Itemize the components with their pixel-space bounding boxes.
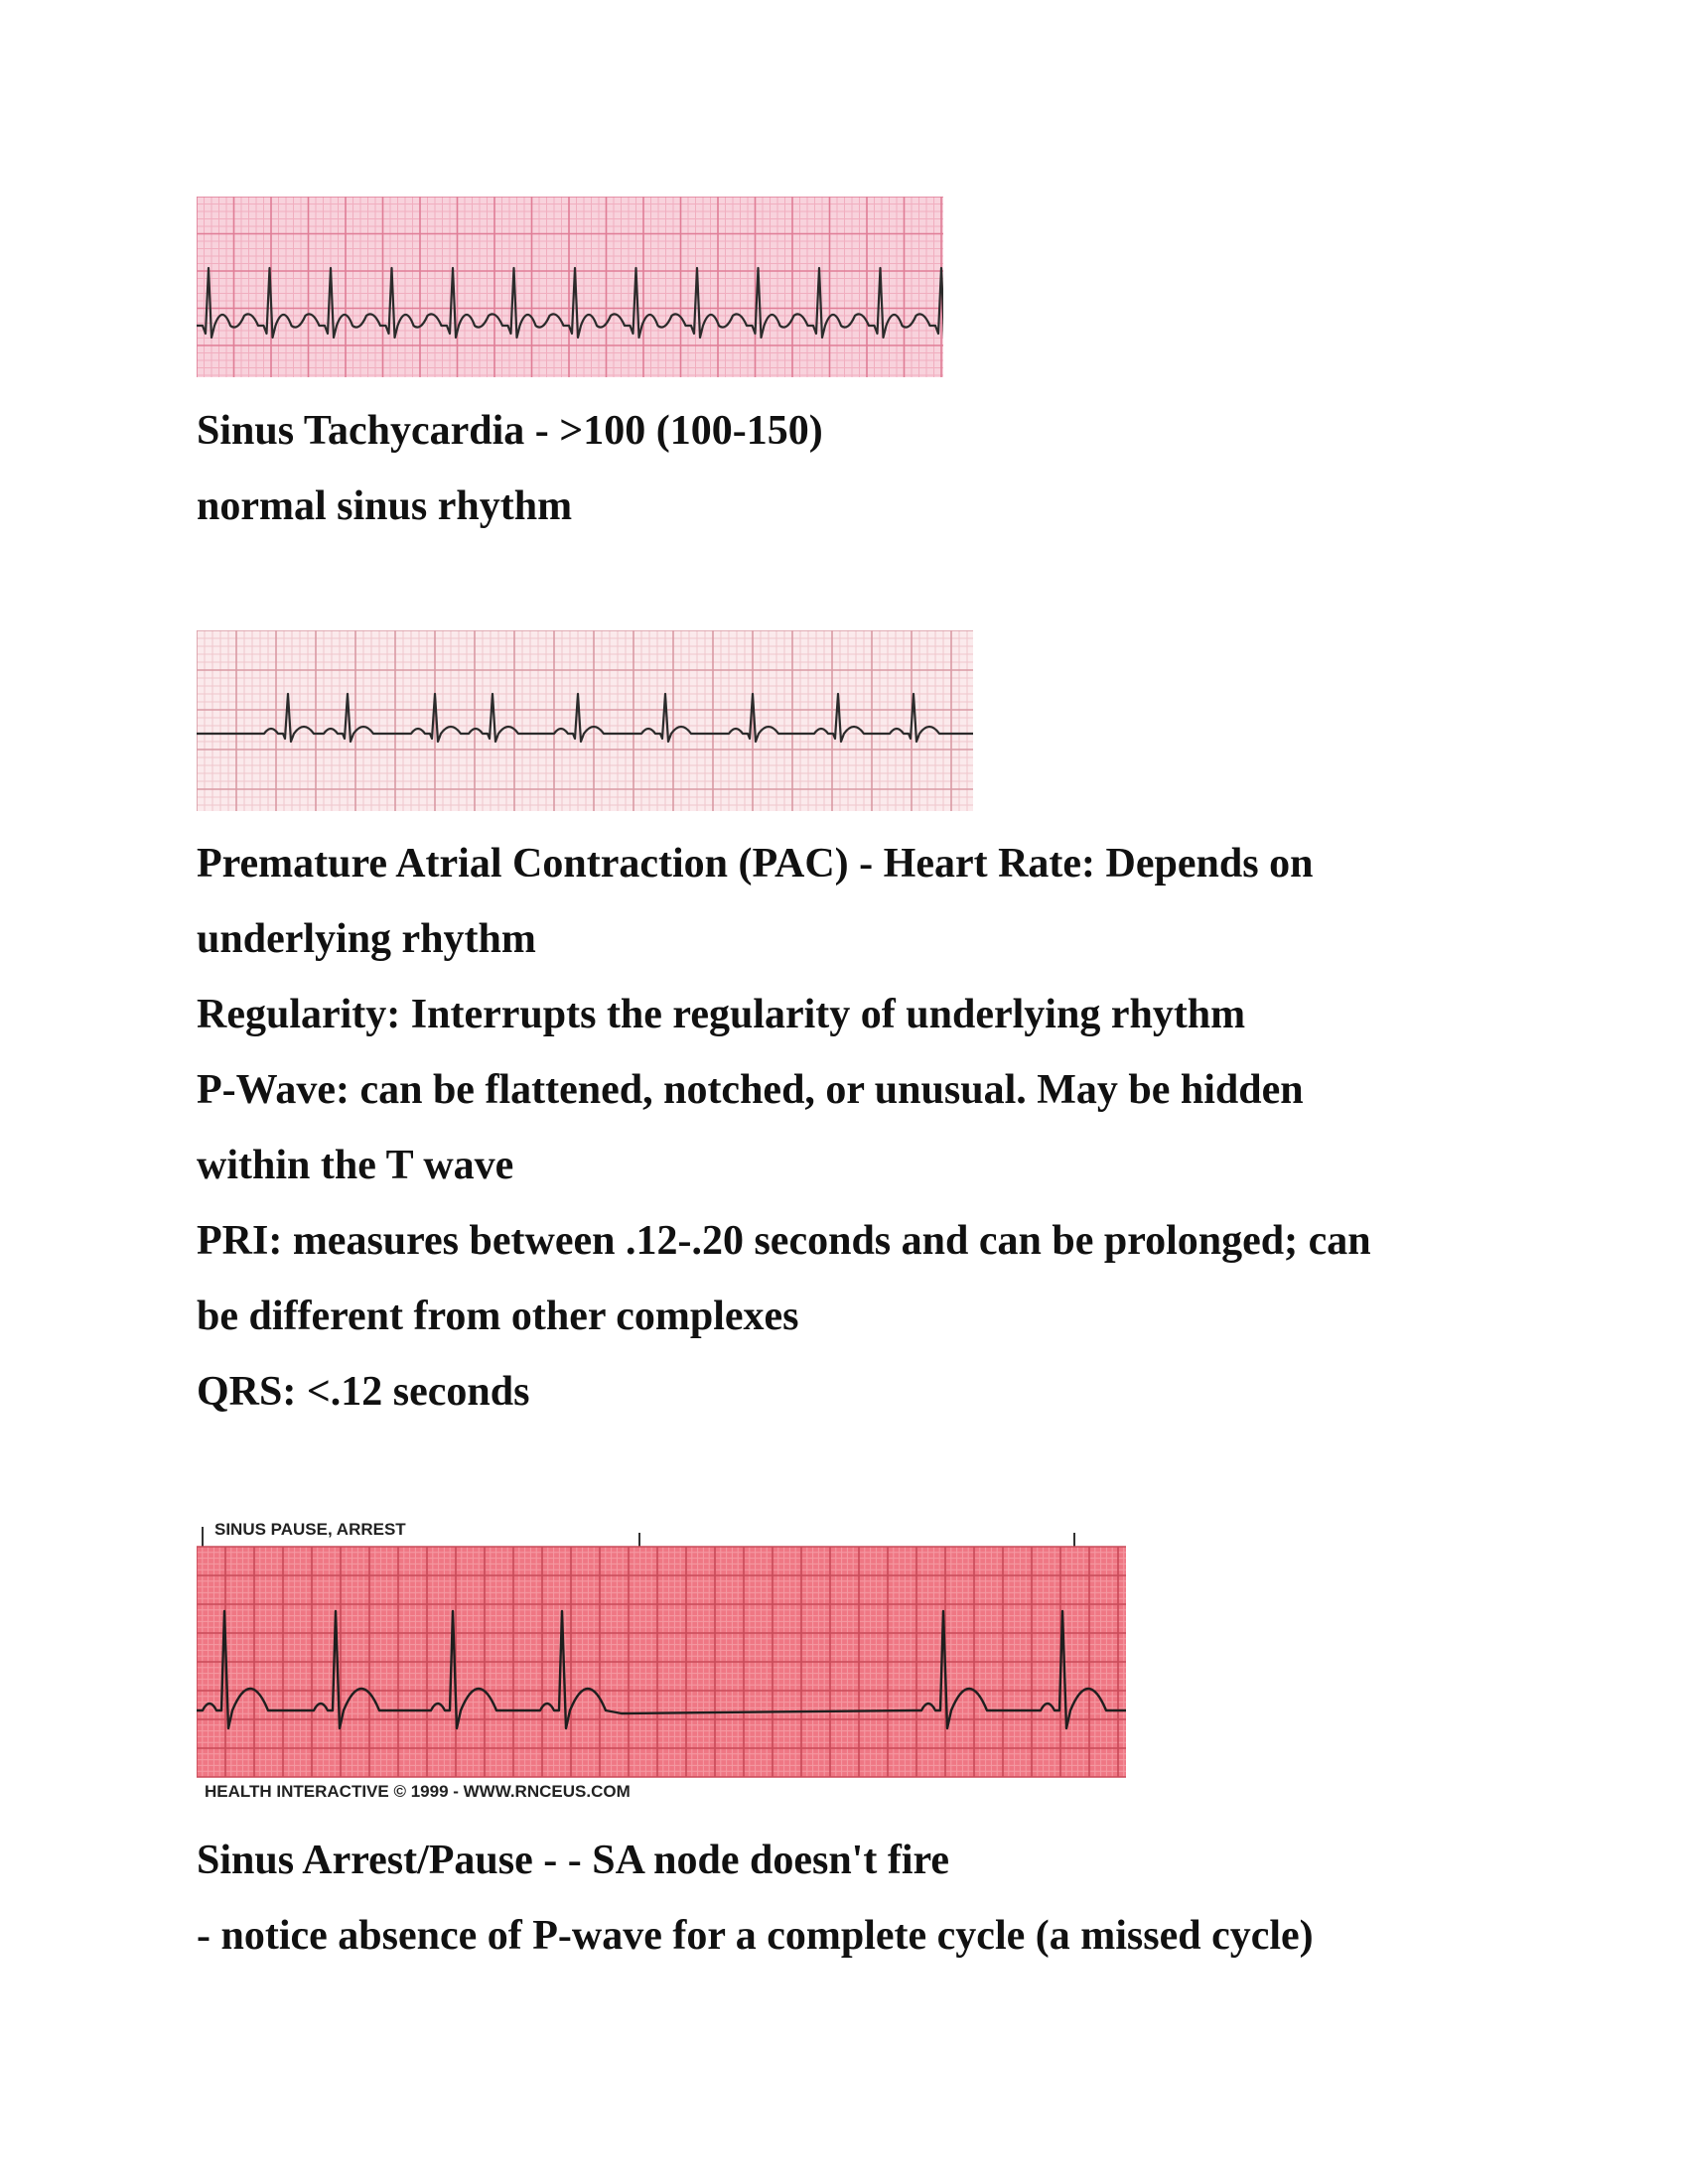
ecg-strip-footer: HEALTH INTERACTIVE © 1999 - WWW.RNCEUS.COM	[205, 1782, 631, 1801]
pac-pri-continued: be different from other complexes	[197, 1294, 799, 1339]
pac-regularity: Regularity: Interrupts the regularity of underlying rhythm	[197, 992, 1246, 1037]
ecg-paper	[197, 630, 973, 811]
sinus-tachycardia-note: normal sinus rhythm	[197, 483, 573, 529]
pac-qrs: QRS: <.12 seconds	[197, 1369, 530, 1415]
ecg-strip-label: SINUS PAUSE, ARREST	[214, 1520, 406, 1539]
ecg-strip-pac	[197, 630, 973, 811]
ecg-strip-sinus-arrest	[197, 1509, 1126, 1802]
pac-heading-continued: underlying rhythm	[197, 916, 536, 962]
ecg-strip-sinus-tachycardia	[197, 197, 943, 377]
sinus-tachycardia-heading: Sinus Tachycardia - >100 (100-150)	[197, 408, 823, 454]
sinus-arrest-heading: Sinus Arrest/Pause - - SA node doesn't fire	[197, 1838, 950, 1883]
pac-p-wave-continued: within the T wave	[197, 1143, 514, 1188]
pac-heading: Premature Atrial Contraction (PAC) - Heart Rate: Depends on	[197, 841, 1314, 887]
sinus-arrest-note: - notice absence of P-wave for a complete cycle (a missed cycle)	[197, 1913, 1314, 1959]
pac-p-wave: P-Wave: can be flattened, notched, or unusual. May be hidden	[197, 1067, 1304, 1113]
pac-pri: PRI: measures between .12-.20 seconds and can be prolonged; can	[197, 1218, 1371, 1264]
